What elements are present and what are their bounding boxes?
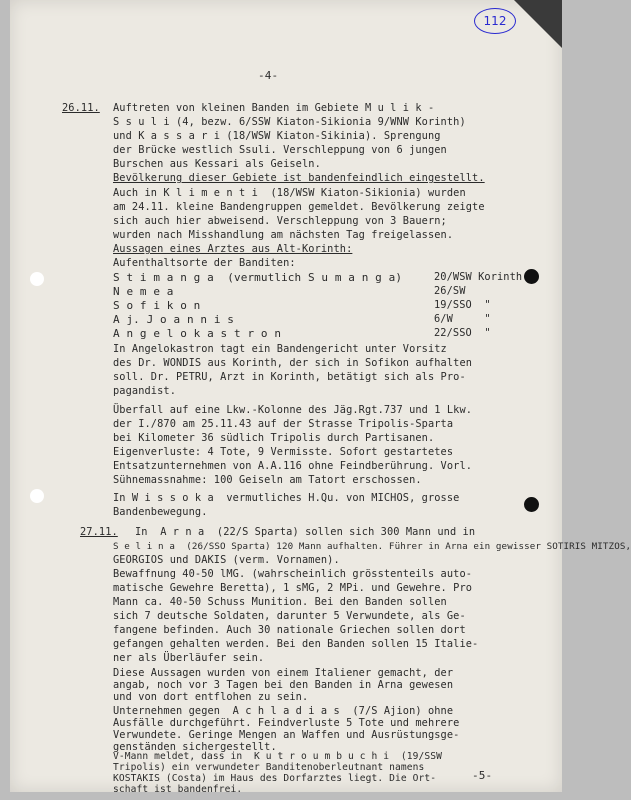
italiener-line: und von dort entflohen zu sein. bbox=[113, 691, 309, 703]
italiener-line: angab, noch vor 3 Tagen bei den Banden in Arna gewesen bbox=[113, 679, 454, 691]
entry1-line: Auftreten von kleinen Banden im Gebiete M u l i k - bbox=[113, 102, 435, 114]
gericht-line: In Angelokastron tagt ein Bandengericht unter Vorsitz bbox=[113, 343, 447, 355]
entry-date-26-11: 26.11. bbox=[62, 102, 100, 114]
vmann-line: KOSTAKIS (Costa) im Haus des Dorfarztes liegt. Die Ort- bbox=[113, 773, 437, 784]
italiener-line: Diese Aussagen wurden von einem Italiener gemacht, der bbox=[113, 667, 454, 679]
heading-aussagen: Aussagen eines Arztes aus Alt-Korinth: bbox=[113, 243, 353, 255]
place-location: 20/WSW Korinth bbox=[434, 271, 523, 283]
ueberfall-line: bei Kilometer 36 südlich Tripolis durch Partisanen. bbox=[113, 432, 435, 444]
wissoka-line: Bandenbewegung. bbox=[113, 506, 208, 518]
achladias-line: Ausfälle durchgeführt. Feindverluste 5 Tote und mehrere bbox=[113, 717, 460, 729]
punch-hole-top bbox=[30, 272, 44, 286]
place-name: N e m e a bbox=[113, 285, 174, 298]
kliment-line: sich auch hier abweisend. Verschleppung von 3 Bauern; bbox=[113, 215, 447, 227]
vmann-line: V-Mann meldet, dass in K u t r o u m b u c h i (19/SSW bbox=[113, 751, 443, 762]
wissoka-line: In W i s s o k a vermutliches H.Qu. von MICHOS, grosse bbox=[113, 492, 460, 504]
place-location: 26/SW bbox=[434, 285, 466, 297]
binder-mark-bottom bbox=[524, 497, 539, 512]
gericht-line: des Dr. WONDIS aus Korinth, der sich in Sofikon aufhalten bbox=[113, 357, 473, 369]
entry2-line: gefangen gehalten werden. Bei den Banden sollen 15 Italie- bbox=[113, 638, 479, 650]
entry1-line: Burschen aus Kessari als Geiseln. bbox=[113, 158, 321, 170]
entry1-line: S s u l i (4, bezw. 6/SSW Kiaton-Sikionia 9/WNW Korinth) bbox=[113, 116, 466, 128]
entry2-line: Bewaffnung 40-50 lMG. (wahrscheinlich grösstenteils auto- bbox=[113, 568, 473, 580]
achladias-line: Verwundete. Geringe Mengen an Waffen und Ausrüstungsge- bbox=[113, 729, 460, 741]
ueberfall-line: Entsatzunternehmen von A.A.116 ohne Feindberührung. Vorl. bbox=[113, 460, 473, 472]
place-name: A j. J o a n n i s bbox=[113, 313, 235, 326]
kliment-line: Auch in K l i m e n t i (18/WSW Kiaton-Sikionia) wurden bbox=[113, 187, 466, 199]
page-number-bottom: -5- bbox=[472, 769, 493, 782]
stamp-number: 112 bbox=[483, 14, 507, 28]
heading-bevoelkerung: Bevölkerung dieser Gebiete ist bandenfeindlich eingestellt. bbox=[113, 172, 485, 184]
achladias-line: genständen sichergestellt. bbox=[113, 741, 277, 753]
entry2-line: S e l i n a (26/SSO Sparta) 120 Mann aufhalten. Führer in Arna ein gewisser SOTIRIS MITZOS, bbox=[113, 541, 631, 552]
entry1-line: und K a s s a r i (18/WSW Kiaton-Sikinia). Sprengung bbox=[113, 130, 441, 142]
ueberfall-line: Sühnemassnahme: 100 Geiseln am Tatort erschossen. bbox=[113, 474, 422, 486]
ueberfall-line: der I./870 am 25.11.43 auf der Strasse Tripolis-Sparta bbox=[113, 418, 454, 430]
aufenthalt-label: Aufenthaltsorte der Banditen: bbox=[113, 257, 296, 269]
binder-mark-top bbox=[524, 269, 539, 284]
vmann-line: schaft ist bandenfrei. bbox=[113, 784, 243, 795]
entry2-line: In A r n a (22/S Sparta) sollen sich 300 Mann und in bbox=[135, 526, 476, 538]
archive-stamp bbox=[474, 8, 516, 34]
entry2-line: fangene befinden. Auch 30 nationale Griechen sollen dort bbox=[113, 624, 466, 636]
entry2-line: GEORGIOS und DAKIS (verm. Vornamen). bbox=[113, 554, 340, 566]
place-location: 19/SSO " bbox=[434, 299, 491, 311]
place-location: 22/SSO " bbox=[434, 327, 491, 339]
entry2-line: matische Gewehre Beretta), 1 sMG, 2 MPi. und Gewehre. Pro bbox=[113, 582, 473, 594]
place-name: S o f i k o n bbox=[113, 299, 201, 312]
kliment-line: am 24.11. kleine Bandengruppen gemeldet. Bevölkerung zeigte bbox=[113, 201, 485, 213]
place-name: S t i m a n g a (vermutlich S u m a n g a) bbox=[113, 271, 403, 284]
kliment-line: wurden nach Misshandlung am nächsten Tag freigelassen. bbox=[113, 229, 454, 241]
vmann-line: Tripolis) ein verwundeter Banditenoberleutnant namens bbox=[113, 762, 425, 773]
entry2-line: ner als Überläufer sein. bbox=[113, 652, 265, 664]
folded-corner bbox=[514, 0, 562, 48]
punch-hole-bottom bbox=[30, 489, 44, 503]
page-number-top: -4- bbox=[258, 69, 279, 82]
achladias-line: Unternehmen gegen A c h l a d i a s (7/S Ajion) ohne bbox=[113, 705, 454, 717]
gericht-line: pagandist. bbox=[113, 385, 176, 397]
entry2-line: sich 7 deutsche Soldaten, darunter 5 Verwundete, als Ge- bbox=[113, 610, 466, 622]
entry1-line: der Brücke westlich Ssuli. Verschleppung von 6 jungen bbox=[113, 144, 447, 156]
gericht-line: soll. Dr. PETRU, Arzt in Korinth, betätigt sich als Pro- bbox=[113, 371, 466, 383]
entry-date-27-11: 27.11. bbox=[80, 526, 118, 538]
document-page bbox=[10, 0, 631, 795]
ueberfall-line: Überfall auf eine Lkw.-Kolonne des Jäg.Rgt.737 und 1 Lkw. bbox=[113, 404, 473, 416]
entry2-line: Mann ca. 40-50 Schuss Munition. Bei den Banden sollen bbox=[113, 596, 447, 608]
place-name: A n g e l o k a s t r o n bbox=[113, 327, 282, 340]
ueberfall-line: Eigenverluste: 4 Tote, 9 Vermisste. Sofort gestartetes bbox=[113, 446, 454, 458]
place-location: 6/W " bbox=[434, 313, 491, 325]
